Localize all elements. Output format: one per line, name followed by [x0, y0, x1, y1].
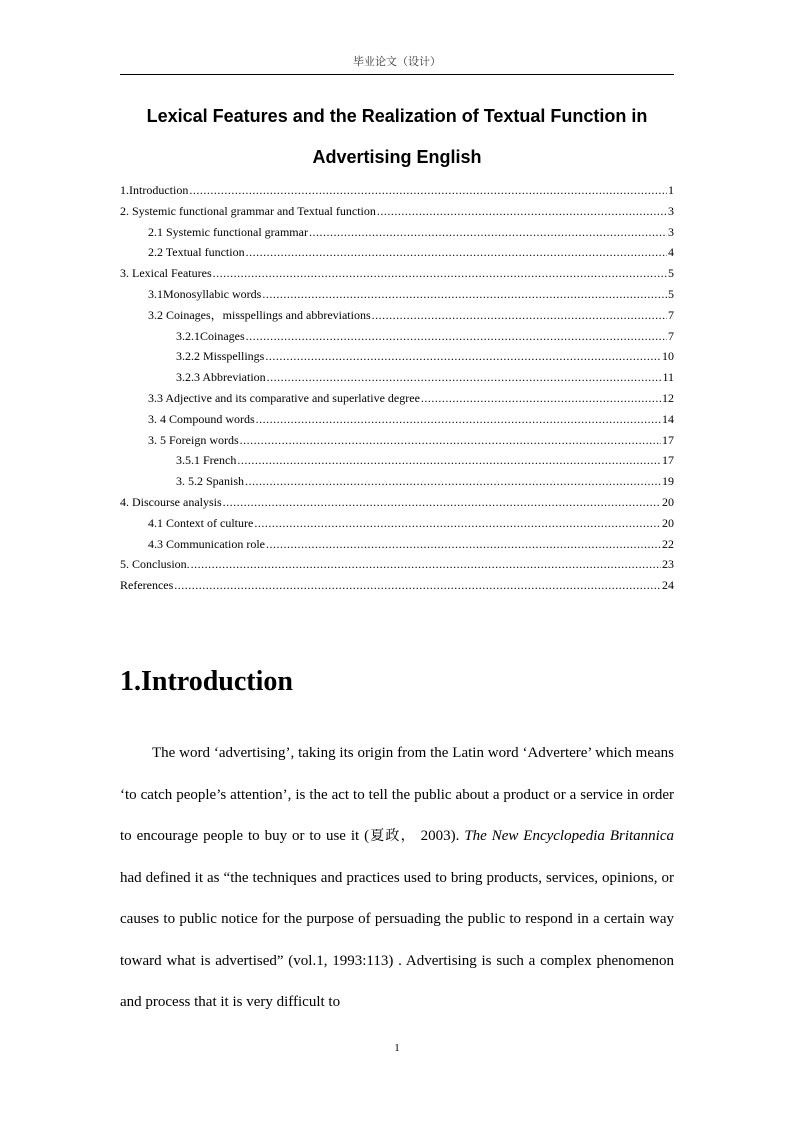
toc-dot-leader: [265, 346, 661, 367]
toc-entry-label: 3. 5.2 Spanish: [176, 474, 245, 489]
toc-entry[interactable]: [120, 575, 674, 596]
toc-entry-label: 3.5.1 French: [176, 453, 237, 468]
toc-entry-label: References: [120, 578, 174, 593]
toc-entry-label: 3. Lexical Features: [120, 266, 212, 281]
toc-entry-page: 20: [662, 494, 674, 509]
toc-entry[interactable]: [120, 326, 674, 347]
toc-dot-leader: [191, 554, 661, 575]
toc-entry-page: 10: [662, 349, 674, 364]
toc-dot-leader: [254, 513, 661, 534]
toc-dot-leader: [240, 430, 661, 451]
page-header: 毕业论文（设计）: [120, 52, 674, 75]
toc-entry-page: 3: [668, 203, 674, 218]
toc-entry-page: 24: [662, 578, 674, 593]
toc-entry-label: 2. Systemic functional grammar and Textual function: [120, 203, 376, 218]
toc-entry[interactable]: [120, 471, 674, 492]
toc-entry[interactable]: [120, 242, 674, 263]
toc-entry-label: 2.2 Textual function: [148, 245, 245, 260]
table-of-contents: [120, 180, 674, 596]
toc-dot-leader: [372, 305, 667, 326]
toc-entry-page: 19: [662, 474, 674, 489]
toc-entry[interactable]: [120, 222, 674, 243]
toc-entry-label: 2.1 Systemic functional grammar: [148, 224, 308, 239]
toc-dot-leader: [267, 367, 662, 388]
toc-entry-page: 5: [668, 286, 674, 301]
toc-dot-leader: [377, 201, 667, 222]
document-title-line-1: Lexical Features and the Realization of Textual Function in: [146, 106, 648, 126]
toc-entry-page: 23: [662, 557, 674, 572]
toc-entry-label: 1.Introduction: [120, 183, 189, 197]
toc-entry[interactable]: [120, 492, 674, 513]
toc-entry-label: 4.1 Context of culture: [148, 515, 254, 530]
toc-entry-label: 3.2.3 Abbreviation: [176, 370, 266, 385]
toc-entry-page: 12: [662, 390, 674, 405]
toc-dot-leader: [213, 263, 667, 284]
toc-entry-page: 14: [662, 411, 674, 426]
toc-entry[interactable]: [120, 284, 674, 305]
toc-dot-leader: [245, 471, 661, 492]
toc-dot-leader: [262, 284, 667, 305]
toc-entry-page: 7: [668, 307, 674, 322]
toc-dot-leader: [246, 326, 667, 347]
toc-entry-page: 17: [662, 432, 674, 447]
toc-entry-page: 4: [668, 245, 674, 260]
section-heading: 1.Introduction: [120, 666, 293, 697]
toc-dot-leader: [309, 222, 667, 243]
toc-entry-page: 7: [668, 328, 674, 343]
toc-dot-leader: [256, 409, 661, 430]
toc-entry[interactable]: [120, 388, 674, 409]
citation-author: 夏政，: [369, 828, 416, 844]
toc-entry-page: 17: [662, 453, 674, 468]
body-paragraph: [120, 733, 674, 1024]
toc-entry-label: 3.2 Coinages，misspellings and abbreviations: [148, 307, 371, 322]
toc-dot-leader: [237, 450, 661, 471]
toc-entry-page: 11: [662, 370, 674, 385]
toc-entry-label: 3.1Monosyllabic words: [148, 286, 262, 301]
paragraph-text-2: 2003).: [415, 828, 465, 844]
toc-entry-label: 3.3 Adjective and its comparative and superlative degree: [148, 390, 420, 405]
book-title: The New Encyclopedia Britannica: [464, 828, 674, 844]
toc-entry[interactable]: [120, 534, 674, 555]
paragraph-text-3: had defined it as “the techniques and practices used to bring products, services, opinions, or causes to public notice for the purpose of persuading the public to respond in a certain way toward what is advertised” (vol.1, 1993:113) . Advertising is such a complex phenomenon and process that it is very difficult to: [120, 869, 674, 1010]
toc-entry[interactable]: [120, 513, 674, 534]
document-title-line-2: Advertising English: [312, 147, 482, 167]
toc-entry-label: 4.3 Communication role: [148, 536, 265, 551]
paragraph-text-1: The word ‘advertising’, taking its origin from the Latin word ‘Advertere’ which means ‘to catch people’s attention’, is the act to tell the public about a product or a service in order to encourage people to buy or to use it (: [120, 745, 674, 844]
toc-entry[interactable]: [120, 201, 674, 222]
toc-entry[interactable]: [120, 430, 674, 451]
toc-entry-label: 3.2.2 Misspellings: [176, 349, 265, 364]
toc-dot-leader: [421, 388, 661, 409]
toc-entry[interactable]: [120, 554, 674, 575]
toc-dot-leader: [246, 242, 667, 263]
toc-entry-label: 3. 4 Compound words: [148, 411, 255, 426]
toc-entry-label: 5. Conclusion.: [120, 557, 190, 572]
toc-entry-label: 3. 5 Foreign words: [148, 432, 239, 447]
toc-dot-leader: [266, 534, 661, 555]
toc-dot-leader: [223, 492, 661, 513]
toc-entry[interactable]: [120, 346, 674, 367]
toc-dot-leader: [189, 180, 667, 201]
toc-entry-label: 4. Discourse analysis: [120, 494, 222, 509]
toc-entry-page: 20: [662, 515, 674, 530]
toc-entry-page: 1: [668, 183, 674, 197]
toc-entry[interactable]: [120, 450, 674, 471]
toc-entry-page: 3: [668, 224, 674, 239]
toc-entry[interactable]: [120, 409, 674, 430]
toc-entry[interactable]: [120, 367, 674, 388]
toc-entry[interactable]: [120, 180, 674, 201]
toc-entry[interactable]: [120, 305, 674, 326]
toc-entry[interactable]: [120, 263, 674, 284]
page-number: 1: [394, 1042, 400, 1054]
toc-dot-leader: [174, 575, 661, 596]
toc-entry-label: 3.2.1Coinages: [176, 328, 245, 343]
toc-entry-page: 22: [662, 536, 674, 551]
toc-entry-page: 5: [668, 266, 674, 281]
